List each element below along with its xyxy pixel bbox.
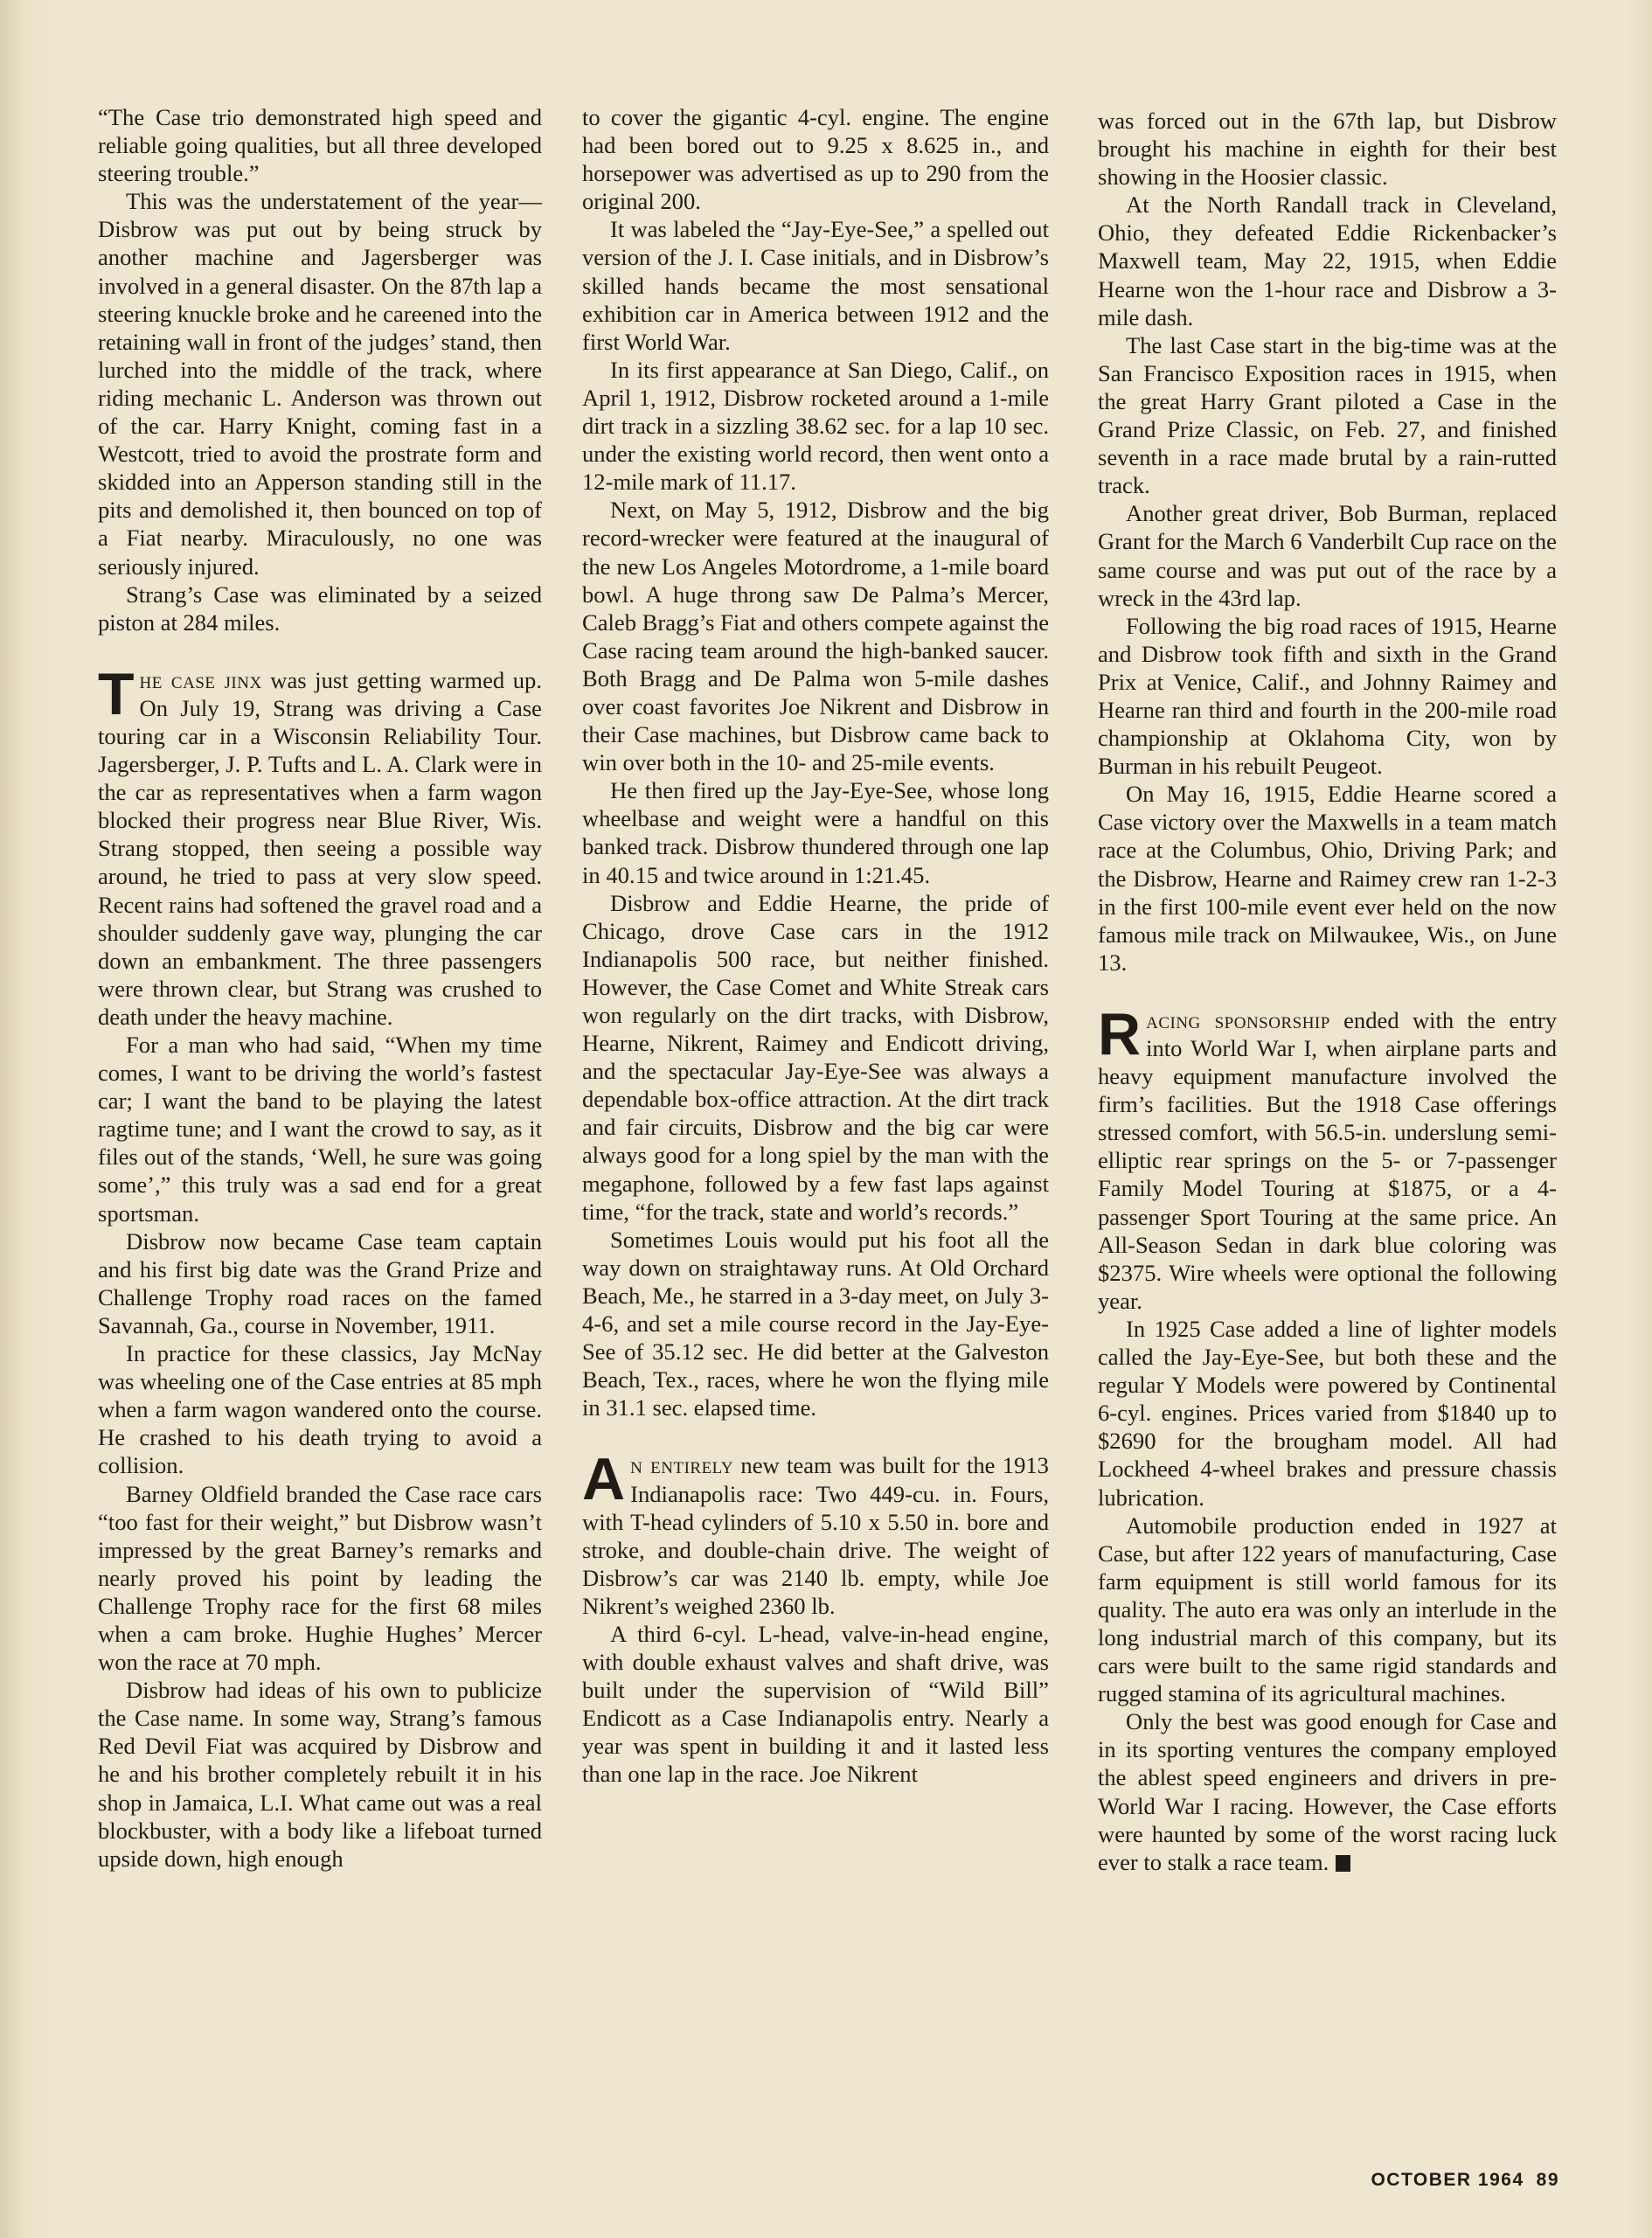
paragraph: Barney Oldfield branded the Case race cars “too fast for their weight,” but Disbrow wasn’t impressed by the great Barney’s remarks and nearly proved his point by leading the Challenge Trophy race for the first 68 miles when a cam broke. Hughie Hughes’ Mercer won the race at 70 mph. bbox=[98, 1480, 542, 1676]
paragraph: Disbrow and Eddie Hearne, the pride of Chicago, drove Case cars in the 1912 Indianapolis 500 race, but neither finished. However, the Case Comet and White Streak cars won regularly on the dirt tracks, with Disbrow, Hearne, Nikrent, Raimey and Endicott driving, and the spectacular Jay-Eye-See was always a dependable box-office attraction. At the dirt track and fair circuits, Disbrow and the big car were always good for a long spiel by the man with the megaphone, followed by a few fast laps against time, “for the track, state and world’s records.” bbox=[582, 889, 1049, 1225]
paragraph: Sometimes Louis would put his foot all the way down on straightaway runs. At Old Orchard Beach, Me., he starred in a 3-day meet, on July 3-4-6, and set a mile course record in the Jay-Eye-See of 35.12 sec. He did better at the Galveston Beach, Tex., races, where he won the flying mile in 31.1 sec. elapsed time. bbox=[582, 1226, 1049, 1421]
section-lead-paragraph bbox=[1098, 1000, 1557, 1315]
column-2 bbox=[582, 103, 1049, 1789]
paragraph: He then fired up the Jay-Eye-See, whose long wheelbase and weight were a handful on this banked track. Disbrow thundered through one lap in 40.15 and twice around in 1:21.45. bbox=[582, 777, 1049, 888]
column-3 bbox=[1098, 107, 1557, 1876]
page-number: 89 bbox=[1536, 2170, 1559, 2190]
paragraph: Disbrow now became Case team captain and his first big date was the Grand Prize and Challenge Trophy road races on the famed Savannah, Ga., course in November, 1911. bbox=[98, 1227, 542, 1338]
paragraph: On May 16, 1915, Eddie Hearne scored a Case victory over the Maxwells in a team match race at the Columbus, Ohio, Driving Park; and the Disbrow, Hearne and Raimey crew ran 1-2-3 in the first 100-mile event ever held on the now famous mile track on Milwaukee, Wis., on June 13. bbox=[1098, 781, 1557, 976]
paragraph: Next, on May 5, 1912, Disbrow and the big record-wrecker were featured at the inaugural of the new Los Angeles Motordrome, a 1-mile board bowl. A huge throng saw De Palma’s Mercer, Caleb Bragg’s Fiat and others compete against the Case racing team around the high-banked saucer. Both Bragg and De Palma won 5-mile dashes over coast favorites Joe Nikrent and Disbrow in their Case machines, but Disbrow came back to win over both in the 10- and 25-mile events. bbox=[582, 497, 1049, 776]
paragraph: A third 6-cyl. L-head, valve-in-head engine, with double exhaust valves and shaft drive, was built under the supervision of “Wild Bill” Endicott as a Case Indianapolis entry. Nearly a year was spent in building it and it lasted less than one lap in the race. Joe Nikrent bbox=[582, 1620, 1049, 1788]
drop-cap: A bbox=[582, 1446, 626, 1513]
section-lead-paragraph bbox=[582, 1446, 1049, 1620]
paragraph: In practice for these classics, Jay McNay was wheeling one of the Case entries at 85 mph when a farm wagon wandered onto the course. He crashed to his death trying to avoid a collision. bbox=[98, 1340, 542, 1479]
paragraph: This was the understatement of the year—Disbrow was put out by being struck by another machine and Jagersberger was involved in a general disaster. On the 87th lap a steering knuckle broke and he careened into the retaining wall in front of the judges’ stand, then lurched into the middle of the track, where riding mechanic L. Anderson was thrown out of the car. Harry Knight, coming fast in a Westcott, tried to avoid the prostrate form and skidded into an Apperson standing still in the pits and demolished it, then bounced on top of a Fiat nearby. Miraculously, no one was seriously injured. bbox=[98, 188, 542, 580]
paragraph-text: was just getting warmed up. On July 19, Strang was driving a Case touring car in a Wisconsin Reliability Tour. Jagersberger, J. P. Tufts and L. A. Clark were in the car as representatives when a farm wagon blocked their progress near Blue River, Wis. Strang stopped, then seeing a possible way around, he tried to pass at very slow speed. Recent rains had softened the gravel road and a shoulder suddenly gave way, plunging the car down an embankment. The three passengers were thrown clear, but Strang was crushed to death under the heavy machine. bbox=[98, 666, 543, 1030]
issue-date: OCTOBER 1964 bbox=[1371, 2170, 1524, 2190]
paragraph: In its first appearance at San Diego, Calif., on April 1, 1912, Disbrow rocketed around a 1-mile dirt track in a sizzling 38.62 sec. for a lap 10 sec. under the existing world record, then went onto a 12-mile mark of 11.17. bbox=[582, 356, 1049, 496]
paragraph: was forced out in the 67th lap, but Disbrow brought his machine in eighth for their best showing in the Hoosier classic. bbox=[1098, 108, 1557, 191]
lead-in-words: acing sponsorship bbox=[1146, 1006, 1330, 1033]
paragraph: It was labeled the “Jay-Eye-See,” a spelled out version of the J. I. Case initials, and in Disbrow’s skilled hands became the most sensational exhibition car in America between 1912 and the first World War. bbox=[582, 216, 1049, 355]
paragraph: Only the best was good enough for Case and in its sporting ventures the company employed the ablest speed engineers and drivers in pre-World War I racing. However, the Case efforts were haunted by some of the worst racing luck ever to stalk a race team. bbox=[1098, 1708, 1557, 1875]
page-footer bbox=[1341, 2170, 1559, 2191]
paragraph: Following the big road races of 1915, Hearne and Disbrow took fifth and sixth in the Grand Prix at Venice, Calif., and Johnny Raimey and Hearne ran third and fourth in the 200-mile road championship at Oklahoma City, won by Burman in his rebuilt Peugeot. bbox=[1098, 612, 1557, 780]
paragraph: At the North Randall track in Cleveland, Ohio, they defeated Eddie Rickenbacker’s Maxwell team, May 22, 1915, when Eddie Hearne won the 1-hour race and Disbrow a 3-mile dash. bbox=[1098, 191, 1557, 330]
paragraph: The last Case start in the big-time was at the San Francisco Exposition races in 1915, when the great Harry Grant piloted a Case in the Grand Prize Classic, on Feb. 27, and finished seventh in a race made brutal by a rain-rutted track. bbox=[1098, 331, 1557, 499]
paragraph: “The Case trio demonstrated high speed and reliable going qualities, but all three developed steering trouble.” bbox=[98, 104, 542, 187]
end-of-article-mark bbox=[1336, 1855, 1350, 1872]
lead-in-words: he case jinx bbox=[139, 666, 262, 693]
section-lead-paragraph bbox=[98, 660, 543, 1031]
paragraph: Another great driver, Bob Burman, replaced Grant for the March 6 Vanderbilt Cup race on the same course and was put out of the race by a wreck in the 43rd lap. bbox=[1098, 500, 1557, 611]
paragraph: to cover the gigantic 4-cyl. engine. The engine had been bored out to 9.25 x 8.625 in., and horsepower was advertised as up to 290 from the original 200. bbox=[582, 104, 1049, 215]
paragraph: In 1925 Case added a line of lighter models called the Jay-Eye-See, but both these and the regular Y Models were powered by Continental 6-cyl. engines. Prices varied from $1840 up to $2690 for the brougham model. All had Lockheed 4-wheel brakes and pressure chassis lubrication. bbox=[1098, 1315, 1557, 1511]
drop-cap: T bbox=[98, 660, 135, 727]
paragraph-text: ended with the entry into World War I, when airplane parts and heavy equipment manufacture involved the firm’s facilities. But the 1918 Case offerings stressed comfort, with 56.5-in. underslung semi-elliptic rear springs on the 5- or 7-passenger Family Model Touring at $1875, or a 4-passenger Sport Touring at the same price. An All-Season Sedan in dark blue coloring was $2375. Wire wheels were optional the following year. bbox=[1098, 1006, 1557, 1314]
paragraph: Automobile production ended in 1927 at Case, but after 122 years of manufacturing, Case farm equipment is still world famous for its quality. The auto era was only an interlude in the long industrial march of this company, but its cars were built to the same rigid standards and rugged stamina of its agricultural machines. bbox=[1098, 1512, 1557, 1707]
column-1 bbox=[98, 103, 542, 1873]
drop-cap: R bbox=[1098, 1000, 1142, 1067]
paragraph-text: new team was built for the 1913 Indianapolis race: Two 449-cu. in. Fours, with T-head cylinders of 5.10 x 5.50 in. bore and stroke, and double-chain drive. The weight of Disbrow’s car was 2140 lb. empty, while Joe Nikrent’s weighed 2360 lb. bbox=[582, 1452, 1049, 1619]
paragraph: Strang’s Case was eliminated by a seized piston at 284 miles. bbox=[98, 580, 542, 636]
paragraph: Disbrow had ideas of his own to publicize the Case name. In some way, Strang’s famous Red Devil Fiat was acquired by Disbrow and he and his brother completely rebuilt it in his shop in Jamaica, L.I. What came out was a real blockbuster, with a body like a lifeboat turned upside down, high enough bbox=[98, 1677, 542, 1872]
paragraph: For a man who had said, “When my time comes, I want to be driving the world’s fastest car; I want the band to be playing the latest ragtime tune; and I want the crowd to say, as it files out of the stands, ‘Well, he sure was going some’,” this truly was a sad end for a great sportsman. bbox=[98, 1032, 542, 1227]
lead-in-words: n entirely bbox=[630, 1452, 734, 1479]
